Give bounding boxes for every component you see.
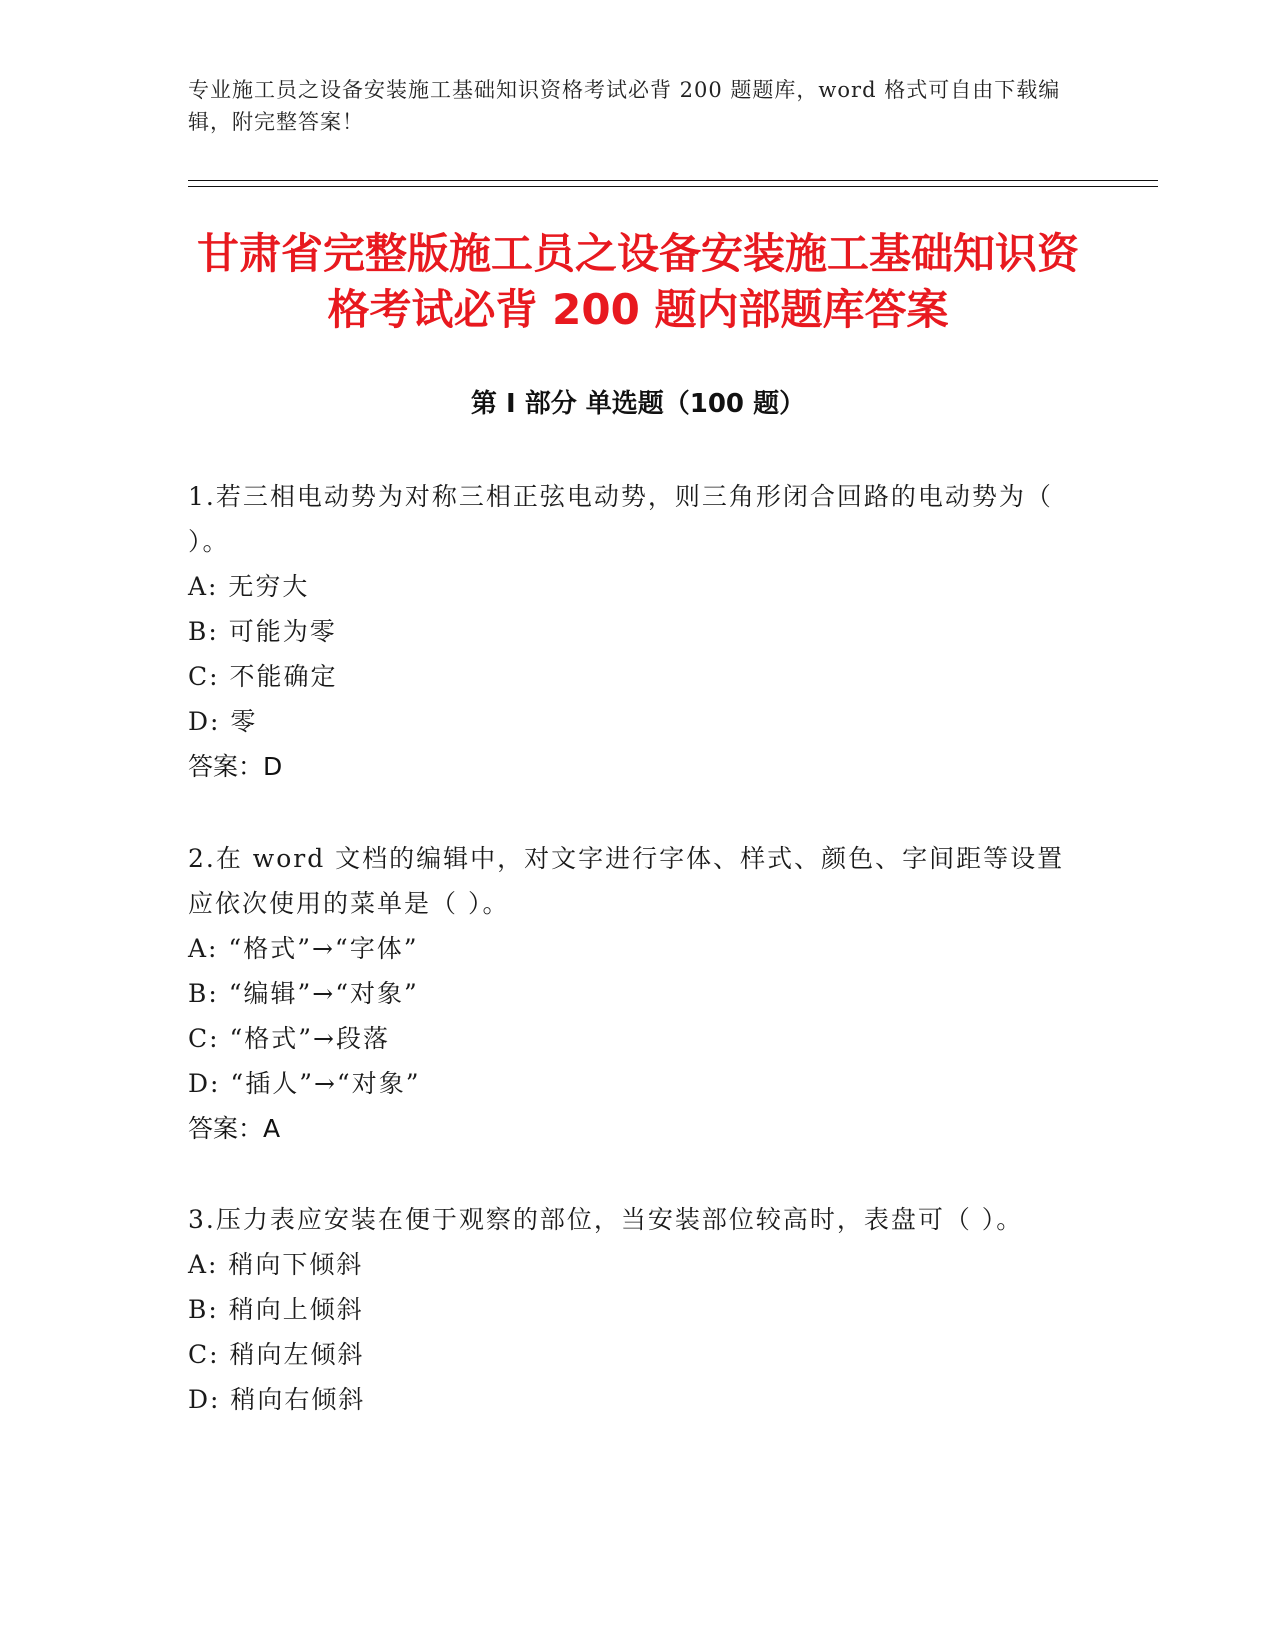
option-c: C: “格式”→段落 [188,1024,391,1053]
option-b: B: 稍向上倾斜 [188,1295,364,1324]
question-stem: 3.压力表应安装在便于观察的部位，当安装部位较高时，表盘可（ ）。 [188,1205,1024,1234]
document-title: 甘肃省完整版施工员之设备安装施工基础知识资格考试必背 200 题内部题库答案 [196,229,1079,334]
option-b: B: 可能为零 [188,617,337,646]
option-a: A: 无穷大 [188,572,310,601]
header-note: 专业施工员之设备安装施工基础知识资格考试必背 200 题题库，word 格式可自由下载编辑，附完整答案！ [188,78,1061,134]
option-a: A: “格式”→“字体” [188,934,419,963]
option-d: D: 稍向右倾斜 [188,1385,366,1414]
answer-line: 答案：D [188,752,283,781]
answer-line: 答案：A [188,1114,281,1143]
section-title: 第 I 部分 单选题（100 题） [470,389,806,419]
question-stem: 2.在 word 文档的编辑中，对文字进行字体、样式、颜色、字间距等设置应依次使用的菜单是（ ）。 [188,844,1065,918]
option-d: D: “插人”→“对象” [188,1069,421,1098]
header-divider-bottom [188,186,1158,187]
question-3 [188,1197,1088,1422]
option-a: A: 稍向下倾斜 [188,1250,364,1279]
option-d: D: 零 [188,707,258,736]
option-c: C: 稍向左倾斜 [188,1340,365,1369]
header-divider-top [188,180,1158,181]
option-b: B: “编辑”→“对象” [188,979,419,1008]
question-1 [188,474,1088,790]
option-c: C: 不能确定 [188,662,338,691]
question-2 [188,836,1088,1152]
question-stem: 1.若三相电动势为对称三相正弦电动势，则三角形闭合回路的电动势为（ ）。 [188,482,1053,556]
